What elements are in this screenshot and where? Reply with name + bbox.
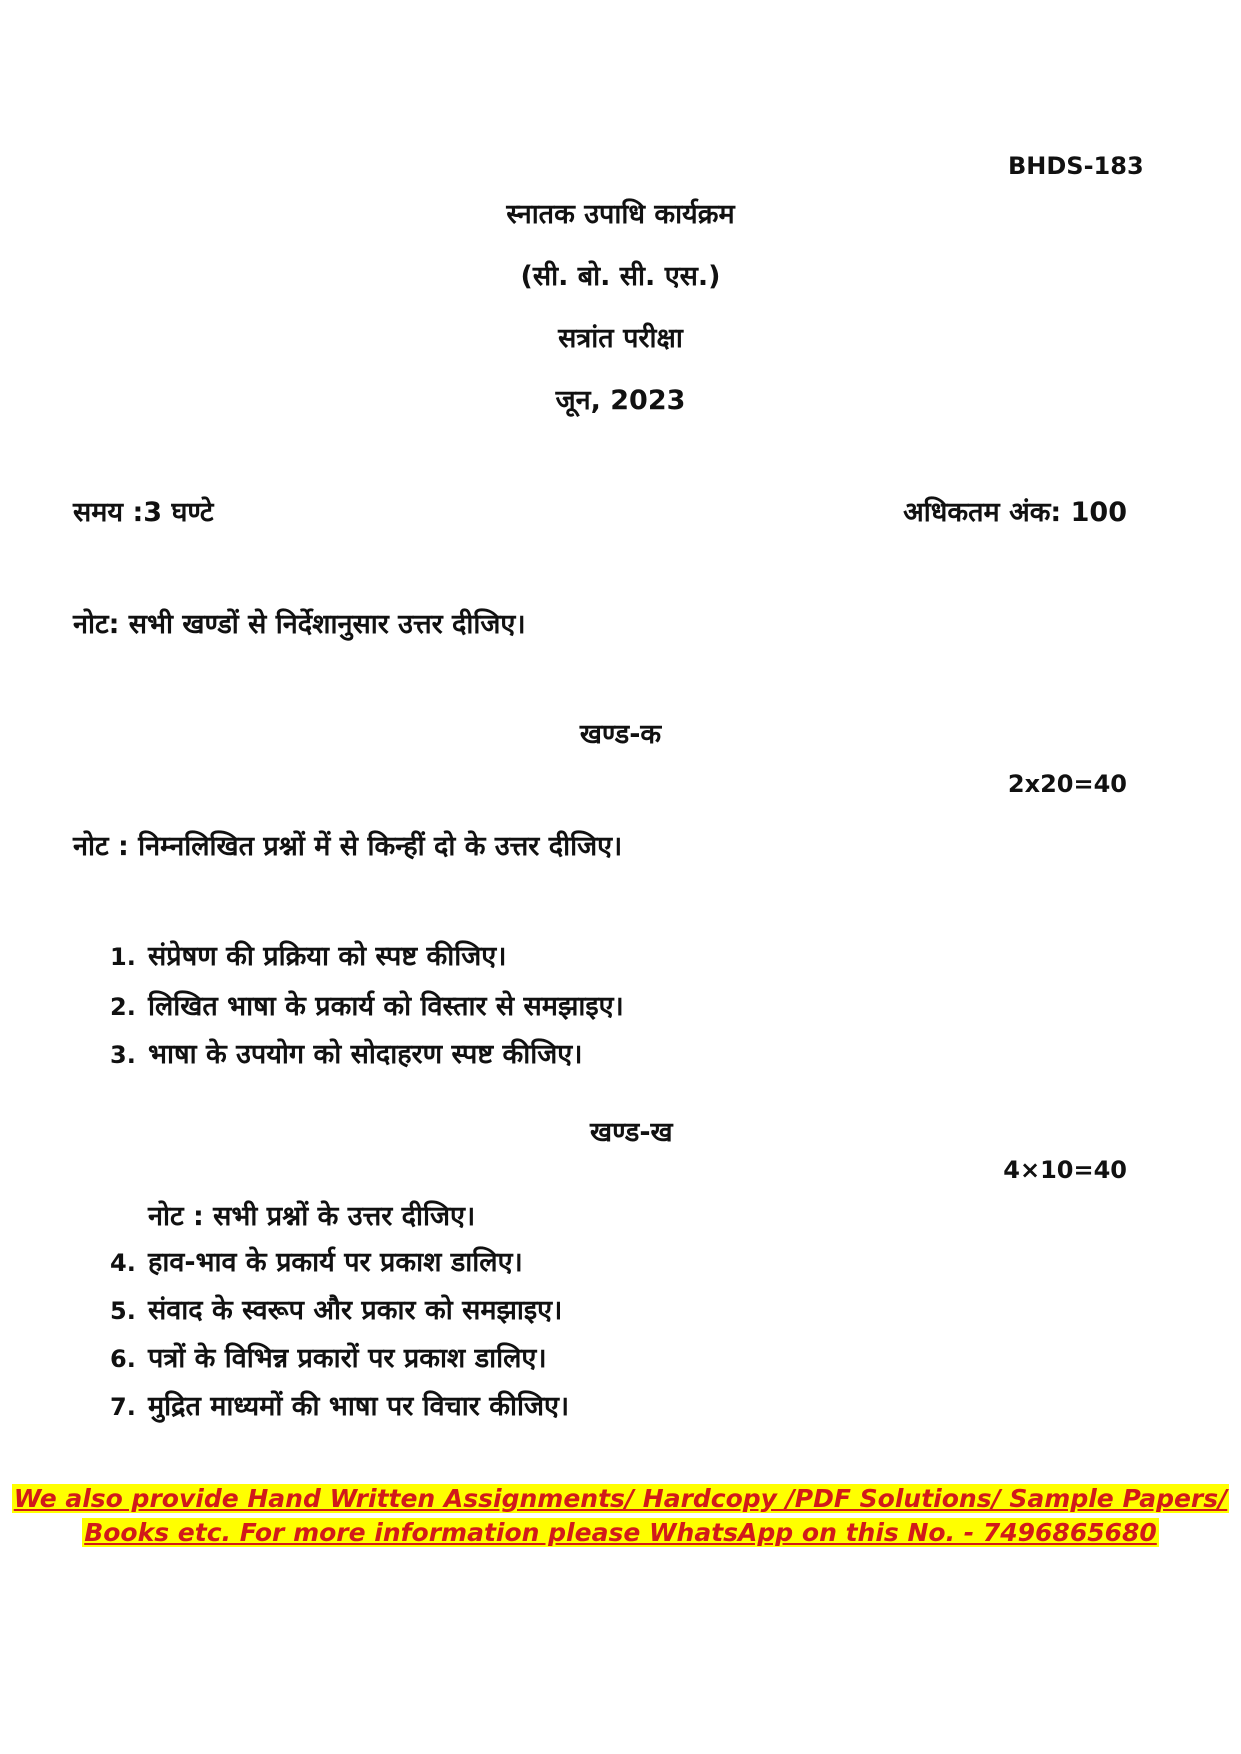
time-allowed: समय :3 घण्टे bbox=[73, 497, 214, 528]
course-code: BHDS-183 bbox=[1008, 152, 1144, 180]
question-number: 4. bbox=[110, 1249, 136, 1277]
scheme-label: (सी. बो. सी. एस.) bbox=[520, 261, 721, 292]
question-number: 6. bbox=[110, 1345, 136, 1373]
question-text: मुद्रित माध्यमों की भाषा पर विचार कीजिए। bbox=[148, 1391, 570, 1422]
programme-title: स्नातक उपाधि कार्यक्रम bbox=[506, 199, 735, 230]
question-number: 7. bbox=[110, 1393, 136, 1421]
max-marks: अधिकतम अंक: 100 bbox=[903, 497, 1127, 528]
question-number: 5. bbox=[110, 1297, 136, 1325]
question-item bbox=[110, 1386, 569, 1423]
promo-text-1: We also provide Hand Written Assignments/ Hardcopy /PDF Solutions/ Sample Papers/ bbox=[13, 1484, 1228, 1513]
question-item bbox=[110, 1338, 547, 1375]
section-b-title: खण्ड-ख bbox=[590, 1117, 673, 1148]
question-number: 1. bbox=[110, 943, 136, 971]
section-a-note: नोट : निम्नलिखित प्रश्नों में से किन्हीं दो के उत्तर दीजिए। bbox=[73, 831, 623, 862]
section-b-note: नोट : सभी प्रश्नों के उत्तर दीजिए। bbox=[148, 1201, 476, 1232]
question-text: लिखित भाषा के प्रकार्य को विस्तार से समझाइए। bbox=[148, 991, 624, 1022]
question-number: 3. bbox=[110, 1041, 136, 1069]
section-a-title: खण्ड-क bbox=[579, 719, 662, 750]
question-item bbox=[110, 1290, 562, 1327]
section-b-marks: 4×10=40 bbox=[1003, 1156, 1127, 1184]
question-text: संप्रेषण की प्रक्रिया को स्पष्ट कीजिए। bbox=[148, 941, 507, 972]
exam-date: जून, 2023 bbox=[555, 385, 686, 416]
question-item bbox=[110, 986, 624, 1023]
question-text: संवाद के स्वरूप और प्रकार को समझाइए। bbox=[148, 1295, 563, 1326]
promo-line-1 bbox=[0, 1484, 1241, 1513]
exam-type: सत्रांत परीक्षा bbox=[558, 323, 683, 354]
question-item bbox=[110, 1034, 582, 1071]
promo-line-2 bbox=[0, 1518, 1241, 1547]
question-item bbox=[110, 1242, 523, 1279]
question-text: भाषा के उपयोग को सोदाहरण स्पष्ट कीजिए। bbox=[148, 1039, 583, 1070]
question-text: हाव-भाव के प्रकार्य पर प्रकाश डालिए। bbox=[148, 1247, 523, 1278]
question-item bbox=[110, 936, 506, 973]
question-text: पत्रों के विभिन्न प्रकारों पर प्रकाश डालिए। bbox=[148, 1343, 547, 1374]
section-a-marks: 2x20=40 bbox=[1007, 770, 1127, 798]
question-number: 2. bbox=[110, 993, 136, 1021]
general-note: नोट: सभी खण्डों से निर्देशानुसार उत्तर दीजिए। bbox=[73, 609, 526, 640]
promo-text-2: Books etc. For more information please WhatsApp on this No. - 7496865680 bbox=[84, 1518, 1157, 1547]
